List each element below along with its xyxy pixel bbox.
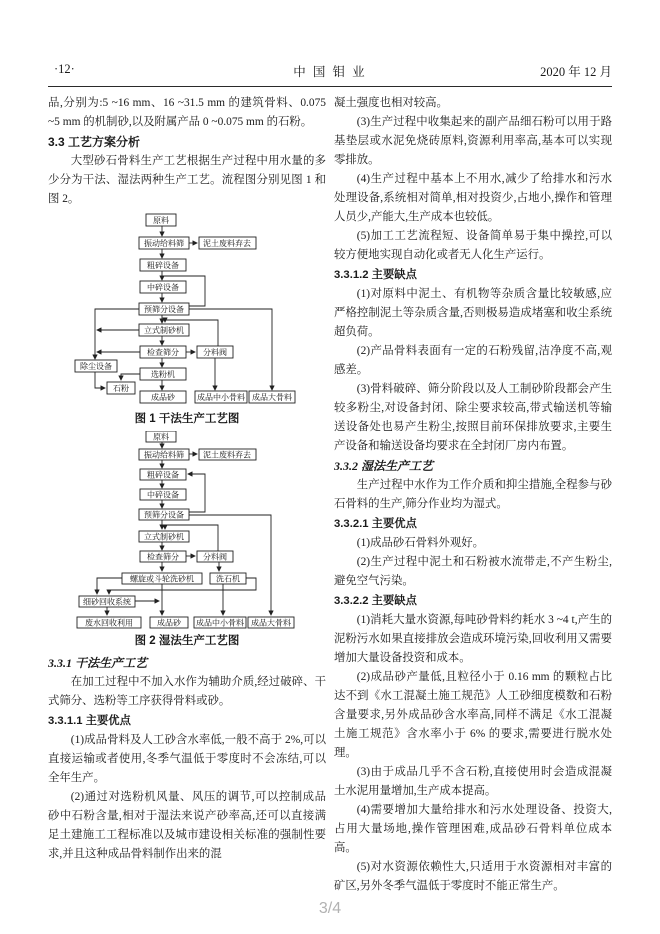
svg-text:泥土废料弃去: 泥土废料弃去 xyxy=(203,450,251,460)
figure-1-caption: 图 1 干法生产工艺图 xyxy=(134,413,240,425)
paragraph: 大型砂石骨料生产工艺根据生产过程中用水量的多少分为干法、湿法两种生产工艺。流程图分别见图 1 和图 2。 xyxy=(48,155,326,205)
page-header xyxy=(48,62,612,82)
flow-node-finished-sand xyxy=(150,617,188,628)
svg-text:中碎设备: 中碎设备 xyxy=(147,283,179,292)
flow-node-coarse-crusher xyxy=(140,469,186,480)
paragraph: 凝土强度也相对较高。 xyxy=(334,97,448,109)
paragraph: (4)需要增加大量给排水和污水处理设备、投资大,占用大量场地,操作管理困难,成品砂石骨料单位成本高。 xyxy=(334,804,612,854)
figure-1-dry-process-flowchart xyxy=(48,211,326,428)
svg-text:振动给料筛: 振动给料筛 xyxy=(144,239,184,248)
svg-text:检查筛分: 检查筛分 xyxy=(147,552,179,562)
flow-node-check-screening xyxy=(140,346,186,358)
flowchart-dry-process xyxy=(59,211,319,409)
svg-text:中碎设备: 中碎设备 xyxy=(147,490,179,500)
svg-text:成品中小骨料: 成品中小骨料 xyxy=(196,618,244,628)
flow-node-fine-sand-recovery xyxy=(79,596,135,607)
flow-node-wastewater-reuse xyxy=(77,617,141,628)
flow-node-sand-washer xyxy=(122,573,202,584)
svg-text:废水回收利用: 废水回收利用 xyxy=(85,618,133,628)
paragraph: (2)产品骨料表面有一定的石粉残留,洁净度不高,观感差。 xyxy=(334,345,612,376)
paragraph: (1)对原料中泥土、有机物等杂质含量比较敏感,应严格控制泥土等杂质含量,否则极易造成堵塞和收尘系统超负荷。 xyxy=(334,288,612,338)
flow-node-pre-screening xyxy=(139,509,189,520)
flow-node-soil-waste xyxy=(199,449,256,460)
section-heading-3-3-1: 3.3.1 干法生产工艺 xyxy=(48,656,148,670)
paragraph: (3)骨料破碎、筛分阶段以及人工制砂阶段都会产生较多粉尘,对设备封闭、除尘要求较高,带式输送机等输送设备处也易产生粉尘,按照目前环保排放要求,主要生产设备和输送设备均要求在全封闭厂房内布置。 xyxy=(334,383,612,452)
header-page-number: ·12· xyxy=(54,62,75,76)
paragraph: (1)消耗大量水资源,每吨砂骨料约耗水 3 ~4 t,产生的泥粉污水如果直接排放会造成环境污染,回收利用又需要增加大量设备投资和成本。 xyxy=(334,614,612,664)
right-column xyxy=(334,94,612,904)
paragraph: (5)加工工艺流程短、设备简单易于集中操控,可以较方便地实现自动化或者无人化生产运行。 xyxy=(334,230,612,261)
flow-node-powder-classifier xyxy=(140,368,186,380)
svg-text:预筛分设备: 预筛分设备 xyxy=(144,510,184,520)
flow-node-vibrating-feeder xyxy=(139,237,189,249)
flow-node-pre-screening xyxy=(139,303,189,315)
svg-text:分料阀: 分料阀 xyxy=(203,552,227,562)
flow-node-vertical-sand-maker xyxy=(139,324,189,336)
flow-node-raw-material xyxy=(146,214,176,226)
svg-text:成品大骨料: 成品大骨料 xyxy=(252,393,292,402)
svg-text:除尘设备: 除尘设备 xyxy=(80,362,112,371)
svg-text:原料: 原料 xyxy=(153,216,169,225)
paragraph: (1)成品砂石骨料外观好。 xyxy=(356,537,484,549)
flow-node-medium-crusher xyxy=(140,489,186,500)
paragraph: (1)成品骨料及人工砂含水率低,一般不高于 2%,可以直接运输或者使用,冬季气温低于零度时不会冻结,可以全年生产。 xyxy=(48,734,326,784)
svg-text:预筛分设备: 预筛分设备 xyxy=(144,305,184,314)
flow-node-stone-powder xyxy=(107,382,135,394)
svg-text:螺旋或斗轮洗砂机: 螺旋或斗轮洗砂机 xyxy=(130,574,194,584)
section-heading-3-3: 3.3 工艺方案分析 xyxy=(48,135,141,149)
flow-node-medium-crusher xyxy=(140,281,186,293)
header-issue-date: 2020 年 12 月 xyxy=(540,65,612,79)
svg-text:石粉: 石粉 xyxy=(113,384,129,393)
svg-text:粗碎设备: 粗碎设备 xyxy=(147,470,179,480)
flow-node-finished-large-aggregate xyxy=(249,391,295,403)
section-heading-3-3-1-2: 3.3.1.2 主要缺点 xyxy=(334,269,417,281)
figure-2-caption: 图 2 湿法生产工艺图 xyxy=(134,635,240,647)
flow-node-divider-valve xyxy=(197,346,233,358)
svg-text:立式制砂机: 立式制砂机 xyxy=(144,326,184,335)
paragraph: 在加工过程中不加入水作为辅助介质,经过破碎、干式筛分、选粉等工序获得骨料或砂。 xyxy=(48,676,326,707)
figure-2-wet-process-flowchart xyxy=(48,431,326,650)
paragraph: 品,分别为:5 ~16 mm、16 ~31.5 mm 的建筑骨料、0.075 ~5 mm 的机制砂,以及附属产品 0 ~0.075 mm 的石粉。 xyxy=(48,97,326,128)
svg-text:原料: 原料 xyxy=(153,432,169,442)
svg-text:成品砂: 成品砂 xyxy=(157,618,181,628)
flow-node-finished-large-aggregate xyxy=(248,617,294,628)
svg-text:粗碎设备: 粗碎设备 xyxy=(147,261,179,270)
svg-text:洗石机: 洗石机 xyxy=(216,574,240,584)
paragraph: (2)成品砂产量低,且粒径小于 0.16 mm 的颗粒占比达不到《水工混凝土施工规范》人工砂细度模数和石粉含量要求,另外成品砂含水率高,同样不满足《水工混凝土施工规范》含水率小于 6% 的要求,需要进行脱水处理。 xyxy=(334,671,612,759)
svg-text:分料阀: 分料阀 xyxy=(203,348,227,357)
flow-node-soil-waste xyxy=(199,237,256,249)
section-heading-3-3-1-1: 3.3.1.1 主要优点 xyxy=(48,715,131,727)
flow-node-vertical-sand-maker xyxy=(139,531,189,542)
paragraph: (2)通过对选粉机风量、风压的调节,可以控制成品砂中石粉含量,相对于湿法来说产砂率高,还可以直接满足土建施工工程标准以及城市建设相关标准的强制性要求,并且这种成品骨料制作出来的混 xyxy=(48,791,326,860)
svg-text:细砂回收系统: 细砂回收系统 xyxy=(83,597,131,607)
flow-node-finished-mid-small-aggregate xyxy=(195,391,247,403)
header-journal-title: 中 国 钼 业 xyxy=(293,65,367,79)
paragraph: (4)生产过程中基本上不用水,减少了给排水和污水处理设备,系统相对简单,相对投资少,占地小,操作和管理人员少,产能大,生产成本也较低。 xyxy=(334,173,612,223)
page-indicator: 3/4 xyxy=(318,900,342,917)
paragraph: 生产过程中水作为工作介质和抑尘措施,全程参与砂石骨料的生产,筛分作业均为湿式。 xyxy=(334,479,612,510)
flow-node-vibrating-feeder xyxy=(139,449,189,460)
paragraph: (3)由于成品几乎不含石粉,直接使用时会造成混凝土水泥用量增加,生产成本提高。 xyxy=(334,766,612,797)
svg-text:检查筛分: 检查筛分 xyxy=(147,348,179,357)
flow-node-check-screening xyxy=(140,551,186,562)
header-rule xyxy=(48,86,612,87)
section-heading-3-3-2-2: 3.3.2.2 主要缺点 xyxy=(334,595,417,607)
flow-node-finished-sand xyxy=(140,391,186,403)
flow-node-raw-material xyxy=(146,431,176,442)
svg-text:成品砂: 成品砂 xyxy=(151,393,175,402)
flow-node-stone-washer xyxy=(210,573,246,584)
section-heading-3-3-2: 3.3.2 湿法生产工艺 xyxy=(334,459,434,473)
svg-text:立式制砂机: 立式制砂机 xyxy=(144,532,184,542)
flow-node-divider-valve xyxy=(197,551,233,562)
svg-text:成品大骨料: 成品大骨料 xyxy=(251,618,291,628)
flow-node-dust-removal xyxy=(75,360,117,372)
svg-text:振动给料筛: 振动给料筛 xyxy=(144,450,184,460)
left-column xyxy=(48,94,326,904)
flow-node-finished-mid-small-aggregate xyxy=(194,617,246,628)
paragraph: (3)生产过程中收集起来的副产品细石粉可以用于路基垫层或水泥免烧砖原料,资源利用率高,基本可以实现零排放。 xyxy=(334,116,612,166)
flowchart-wet-process xyxy=(59,431,319,631)
flow-node-coarse-crusher xyxy=(140,259,186,271)
section-heading-3-3-2-1: 3.3.2.1 主要优点 xyxy=(334,518,417,530)
svg-text:成品中小骨料: 成品中小骨料 xyxy=(197,393,245,402)
svg-text:选粉机: 选粉机 xyxy=(151,370,175,379)
svg-text:泥土废料弃去: 泥土废料弃去 xyxy=(203,239,251,248)
paragraph: (5)对水资源依赖性大,只适用于水资源相对丰富的矿区,另外冬季气温低于零度时不能正常生产。 xyxy=(334,861,612,892)
paragraph: (2)生产过程中泥土和石粉被水流带走,不产生粉尘,避免空气污染。 xyxy=(334,556,612,587)
